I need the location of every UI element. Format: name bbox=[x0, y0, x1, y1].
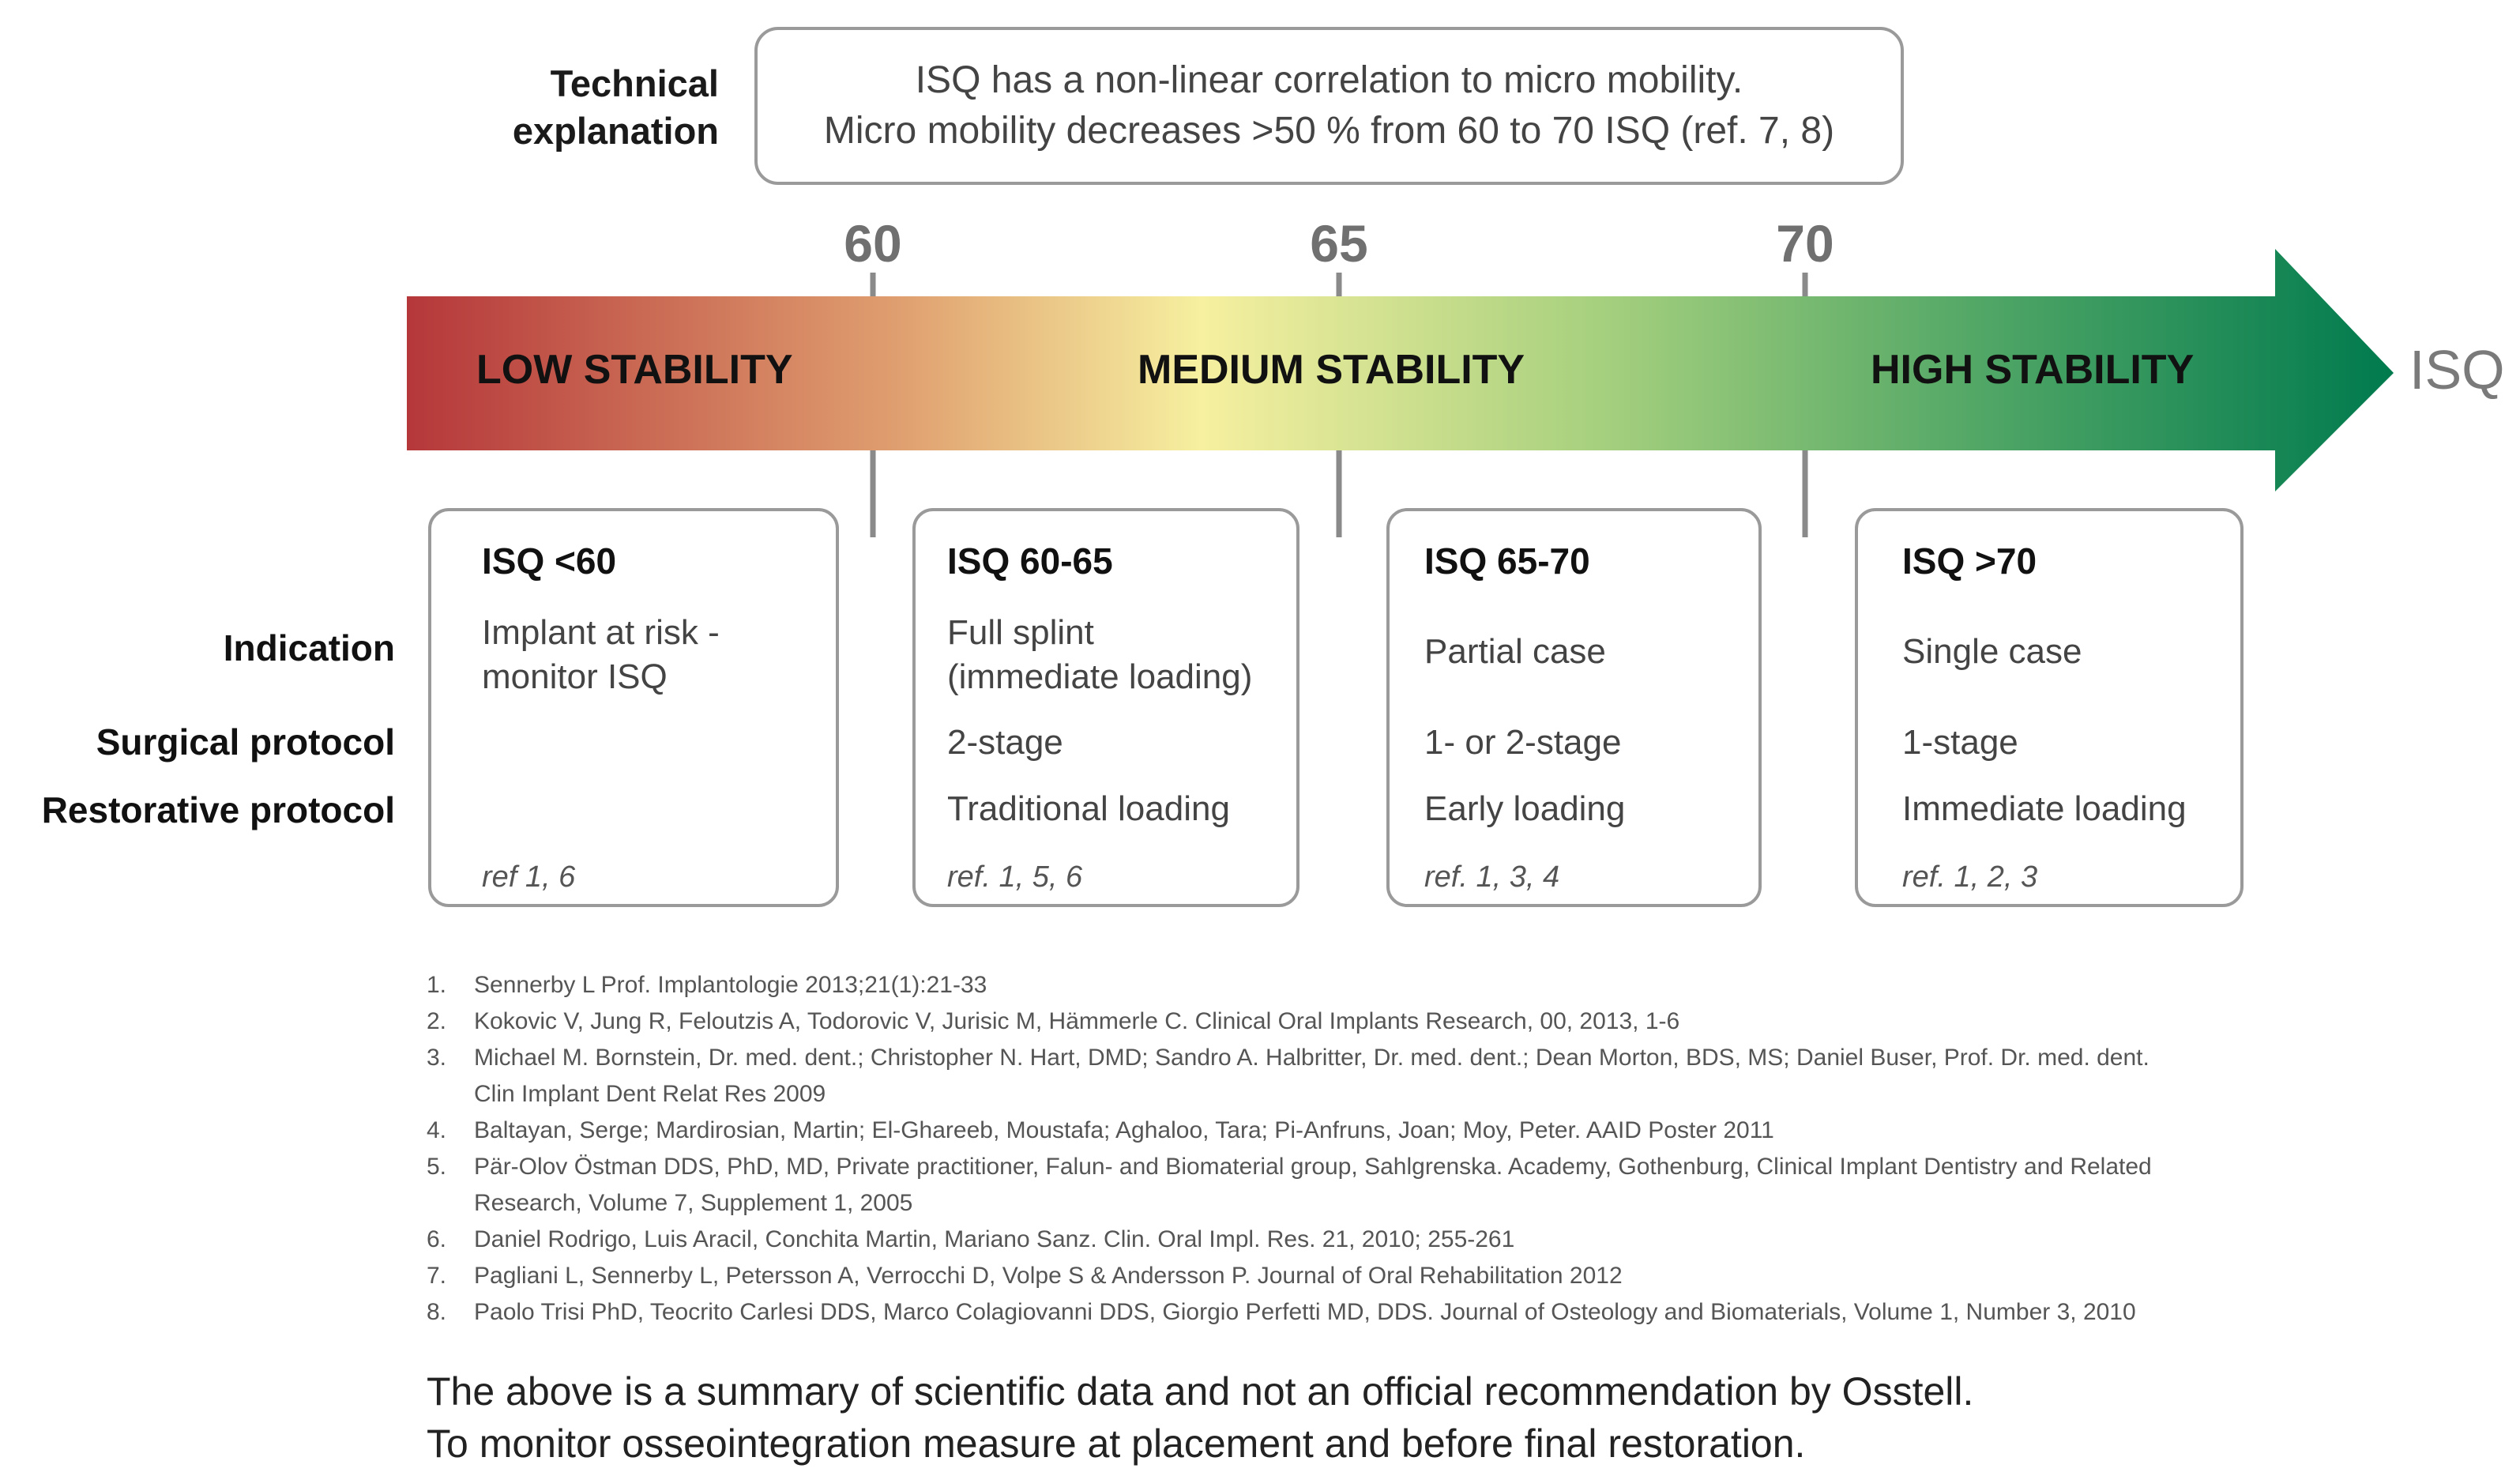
reference-text: Paolo Trisi PhD, Teocrito Carlesi DDS, Marco Colagiovanni DDS, Giorgio Perfetti MD, DDS. Journal of Osteology and Biomaterials, Volume 1, Number 3, 2010 bbox=[474, 1299, 2136, 1325]
reference-item bbox=[427, 1113, 2449, 1149]
card-isq-below-60 bbox=[428, 508, 839, 907]
reference-number: 2. bbox=[427, 1008, 447, 1034]
row-label-surgical: Surgical protocol bbox=[96, 721, 395, 762]
reference-number: 3. bbox=[427, 1045, 447, 1071]
reference-text: Michael M. Bornstein, Dr. med. dent.; Christopher N. Hart, DMD; Sandro A. Halbritter, Dr. med. dent.; Dean Morton, BDS, MS; Daniel Buser, Prof. Dr. med. dent. bbox=[474, 1045, 2150, 1071]
technical-label-line2: explanation bbox=[512, 110, 719, 152]
card-indication-line1: Single case bbox=[1902, 632, 2082, 671]
card-indication-line1: Implant at risk - bbox=[482, 613, 720, 652]
reference-number: 8. bbox=[427, 1299, 447, 1325]
summary-line1: The above is a summary of scientific data and not an official recommendation by Osstell. bbox=[427, 1369, 1974, 1414]
isq-axis-label: ISQ bbox=[2409, 339, 2505, 401]
card-title: ISQ 65-70 bbox=[1424, 540, 1590, 582]
stability-arrow bbox=[0, 0, 2520, 553]
reference-item bbox=[427, 1040, 2449, 1113]
zone-label-low: LOW STABILITY bbox=[476, 347, 793, 393]
row-label-restorative: Restorative protocol bbox=[41, 789, 395, 830]
reference-text: Baltayan, Serge; Mardirosian, Martin; El-Ghareeb, Moustafa; Aghaloo, Tara; Pi-Anfruns, Joan; Moy, Peter. AAID Poster 2011 bbox=[474, 1117, 1774, 1143]
card-isq-65-70 bbox=[1386, 508, 1762, 907]
reference-number: 4. bbox=[427, 1117, 447, 1143]
card-ref: ref 1, 6 bbox=[482, 860, 576, 894]
technical-label-line1: Technical bbox=[550, 62, 719, 104]
reference-item bbox=[427, 1294, 2449, 1331]
zone-label-medium: MEDIUM STABILITY bbox=[1138, 347, 1525, 393]
reference-text: Pagliani L, Sennerby L, Petersson A, Verrocchi D, Volpe S & Andersson P. Journal of Oral Rehabilitation 2012 bbox=[474, 1263, 1623, 1289]
summary-line2: To monitor osseointegration measure at placement and before final restoration. bbox=[427, 1421, 1806, 1466]
reference-text-continued: Clin Implant Dent Relat Res 2009 bbox=[474, 1081, 826, 1107]
card-title: ISQ 60-65 bbox=[947, 540, 1113, 582]
tick-label-70: 70 bbox=[1776, 214, 1834, 273]
reference-text: Pär-Olov Östman DDS, PhD, MD, Private practitioner, Falun- and Biomaterial group, Sahlgrenska. Academy, Gothenburg, Clinical Implant Dentistry and Related bbox=[474, 1154, 2152, 1180]
reference-item bbox=[427, 1258, 2449, 1294]
card-surgical: 1- or 2-stage bbox=[1424, 723, 1622, 762]
row-label-indication: Indication bbox=[223, 627, 395, 668]
reference-text: Daniel Rodrigo, Luis Aracil, Conchita Martin, Mariano Sanz. Clin. Oral Impl. Res. 21, 2010; 255-261 bbox=[474, 1226, 1515, 1252]
card-ref: ref. 1, 3, 4 bbox=[1424, 860, 1560, 894]
reference-text-block bbox=[474, 1149, 2449, 1222]
card-ref: ref. 1, 5, 6 bbox=[947, 860, 1083, 894]
card-isq-above-70 bbox=[1855, 508, 2244, 907]
reference-item bbox=[427, 1149, 2449, 1222]
card-ref: ref. 1, 2, 3 bbox=[1902, 860, 2038, 894]
card-indication-line2: monitor ISQ bbox=[482, 657, 668, 696]
card-surgical: 1-stage bbox=[1902, 723, 2018, 762]
card-restorative: Immediate loading bbox=[1902, 789, 2187, 828]
technical-line1: ISQ has a non-linear correlation to micro mobility. bbox=[915, 59, 1743, 101]
card-restorative: Early loading bbox=[1424, 789, 1626, 828]
reference-number: 1. bbox=[427, 972, 447, 998]
reference-item bbox=[427, 967, 2449, 1003]
card-indication-line1: Partial case bbox=[1424, 632, 1606, 671]
card-indication-line2: (immediate loading) bbox=[947, 657, 1253, 696]
reference-text-continued: Research, Volume 7, Supplement 1, 2005 bbox=[474, 1190, 913, 1216]
reference-number: 6. bbox=[427, 1226, 447, 1252]
reference-item bbox=[427, 1222, 2449, 1258]
tick-label-65: 65 bbox=[1310, 214, 1368, 273]
card-title: ISQ >70 bbox=[1902, 540, 2037, 582]
card-isq-60-65 bbox=[912, 508, 1299, 907]
card-surgical: 2-stage bbox=[947, 723, 1063, 762]
technical-line2: Micro mobility decreases >50 % from 60 to 70 ISQ (ref. 7, 8) bbox=[823, 110, 1835, 152]
reference-item bbox=[427, 1003, 2449, 1040]
reference-text: Sennerby L Prof. Implantologie 2013;21(1):21-33 bbox=[474, 972, 987, 998]
reference-list bbox=[427, 967, 2449, 1331]
summary-note bbox=[427, 1365, 1973, 1470]
reference-number: 5. bbox=[427, 1154, 447, 1180]
card-indication-line1: Full splint bbox=[947, 613, 1094, 652]
reference-number: 7. bbox=[427, 1263, 447, 1289]
card-restorative: Traditional loading bbox=[947, 789, 1230, 828]
reference-text-block bbox=[474, 1040, 2449, 1113]
card-title: ISQ <60 bbox=[482, 540, 617, 582]
tick-label-60: 60 bbox=[844, 214, 902, 273]
zone-label-high: HIGH STABILITY bbox=[1871, 347, 2195, 393]
reference-text: Kokovic V, Jung R, Feloutzis A, Todorovic V, Jurisic M, Hämmerle C. Clinical Oral Implants Research, 00, 2013, 1-6 bbox=[474, 1008, 1680, 1034]
